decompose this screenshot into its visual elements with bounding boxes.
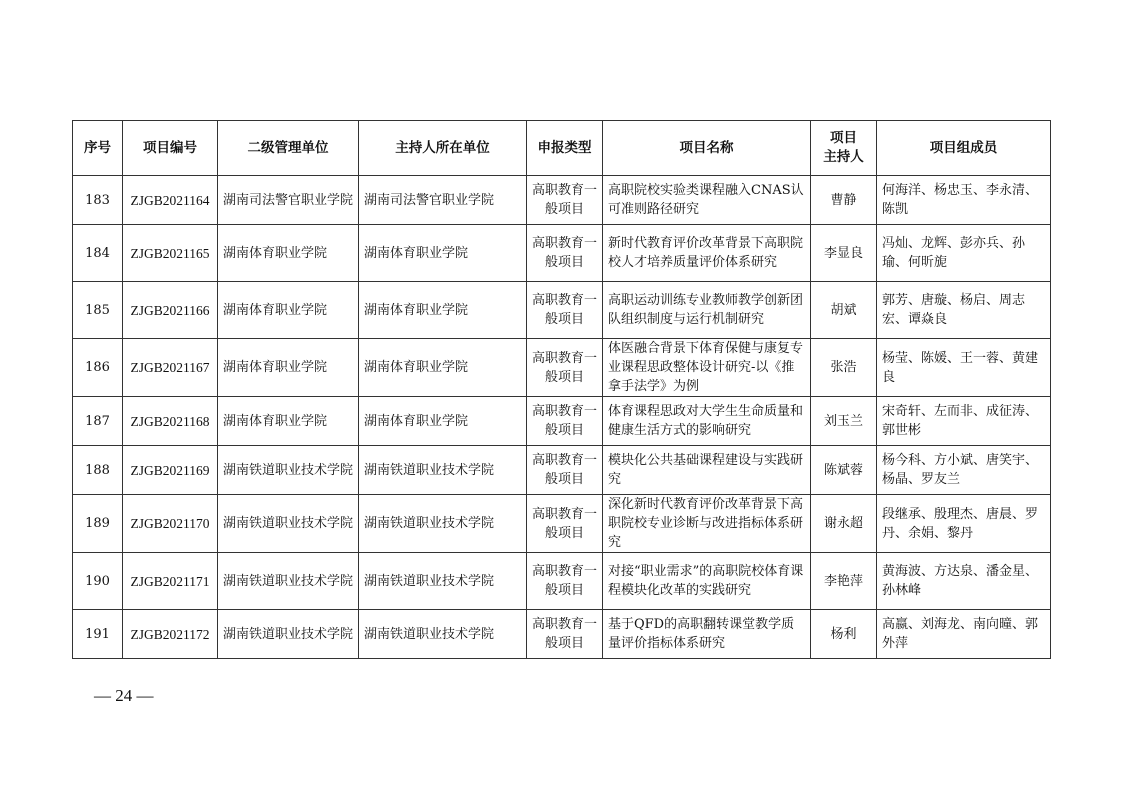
row-leader: 李艳萍 xyxy=(811,553,877,610)
row-members: 郭芳、唐璇、杨启、周志宏、谭焱良 xyxy=(877,282,1051,339)
header-type: 申报类型 xyxy=(527,121,603,176)
row-host-unit: 湖南铁道职业技术学院 xyxy=(359,495,527,553)
row-code: ZJGB2021164 xyxy=(123,176,218,225)
header-members: 项目组成员 xyxy=(877,121,1051,176)
row-leader: 张浩 xyxy=(811,339,877,397)
row-name: 高职运动训练专业教师教学创新团队组织制度与运行机制研究 xyxy=(603,282,811,339)
row-no: 190 xyxy=(73,553,123,610)
row-no: 184 xyxy=(73,225,123,282)
row-leader: 刘玉兰 xyxy=(811,397,877,446)
row-type: 高职教育一般项目 xyxy=(527,339,603,397)
header-name: 项目名称 xyxy=(603,121,811,176)
project-table-container xyxy=(72,120,1050,659)
project-table xyxy=(72,120,1051,659)
table-row xyxy=(73,225,1051,282)
row-no: 185 xyxy=(73,282,123,339)
header-code: 项目编号 xyxy=(123,121,218,176)
row-no: 186 xyxy=(73,339,123,397)
row-type: 高职教育一般项目 xyxy=(527,553,603,610)
row-code: ZJGB2021166 xyxy=(123,282,218,339)
table-row xyxy=(73,446,1051,495)
row-type: 高职教育一般项目 xyxy=(527,225,603,282)
row-name: 体医融合背景下体育保健与康复专业课程思政整体设计研究-以《推拿手法学》为例 xyxy=(603,339,811,397)
row-host-unit: 湖南体育职业学院 xyxy=(359,397,527,446)
row-type: 高职教育一般项目 xyxy=(527,176,603,225)
row-host-unit: 湖南铁道职业技术学院 xyxy=(359,446,527,495)
row-unit: 湖南铁道职业技术学院 xyxy=(218,446,359,495)
row-no: 189 xyxy=(73,495,123,553)
row-code: ZJGB2021167 xyxy=(123,339,218,397)
row-members: 杨莹、陈媛、王一蓉、黄建良 xyxy=(877,339,1051,397)
row-leader: 李显良 xyxy=(811,225,877,282)
table-row xyxy=(73,282,1051,339)
row-name: 高职院校实验类课程融入CNAS认可准则路径研究 xyxy=(603,176,811,225)
row-code: ZJGB2021171 xyxy=(123,553,218,610)
row-members: 宋奇轩、左而非、成征涛、郭世彬 xyxy=(877,397,1051,446)
row-name: 模块化公共基础课程建设与实践研究 xyxy=(603,446,811,495)
table-row xyxy=(73,339,1051,397)
row-no: 188 xyxy=(73,446,123,495)
header-no: 序号 xyxy=(73,121,123,176)
table-row xyxy=(73,610,1051,659)
row-code: ZJGB2021169 xyxy=(123,446,218,495)
row-leader: 曹静 xyxy=(811,176,877,225)
table-header-row xyxy=(73,121,1051,176)
table-row xyxy=(73,397,1051,446)
row-leader: 胡斌 xyxy=(811,282,877,339)
row-host-unit: 湖南司法警官职业学院 xyxy=(359,176,527,225)
row-unit: 湖南铁道职业技术学院 xyxy=(218,610,359,659)
row-type: 高职教育一般项目 xyxy=(527,610,603,659)
row-type: 高职教育一般项目 xyxy=(527,282,603,339)
row-members: 冯灿、龙辉、彭亦兵、孙瑜、何昕旎 xyxy=(877,225,1051,282)
row-host-unit: 湖南体育职业学院 xyxy=(359,225,527,282)
table-row xyxy=(73,553,1051,610)
row-code: ZJGB2021165 xyxy=(123,225,218,282)
table-row xyxy=(73,495,1051,553)
header-unit: 二级管理单位 xyxy=(218,121,359,176)
row-name: 对接“职业需求”的高职院校体育课程模块化改革的实践研究 xyxy=(603,553,811,610)
row-code: ZJGB2021170 xyxy=(123,495,218,553)
row-members: 何海洋、杨忠玉、李永清、陈凯 xyxy=(877,176,1051,225)
row-name: 基于QFD的高职翻转课堂教学质量评价指标体系研究 xyxy=(603,610,811,659)
row-code: ZJGB2021172 xyxy=(123,610,218,659)
row-unit: 湖南铁道职业技术学院 xyxy=(218,495,359,553)
row-unit: 湖南司法警官职业学院 xyxy=(218,176,359,225)
row-members: 段继承、殷理杰、唐晨、罗丹、余娟、黎丹 xyxy=(877,495,1051,553)
row-no: 187 xyxy=(73,397,123,446)
row-type: 高职教育一般项目 xyxy=(527,446,603,495)
row-host-unit: 湖南体育职业学院 xyxy=(359,282,527,339)
row-unit: 湖南体育职业学院 xyxy=(218,225,359,282)
row-host-unit: 湖南铁道职业技术学院 xyxy=(359,553,527,610)
row-no: 191 xyxy=(73,610,123,659)
row-no: 183 xyxy=(73,176,123,225)
row-name: 体育课程思政对大学生生命质量和健康生活方式的影响研究 xyxy=(603,397,811,446)
row-name: 深化新时代教育评价改革背景下高职院校专业诊断与改进指标体系研究 xyxy=(603,495,811,553)
row-leader: 杨利 xyxy=(811,610,877,659)
row-members: 高嬴、刘海龙、南向曈、郭外萍 xyxy=(877,610,1051,659)
row-name: 新时代教育评价改革背景下高职院校人才培养质量评价体系研究 xyxy=(603,225,811,282)
row-unit: 湖南体育职业学院 xyxy=(218,339,359,397)
row-host-unit: 湖南体育职业学院 xyxy=(359,339,527,397)
row-unit: 湖南体育职业学院 xyxy=(218,397,359,446)
header-leader: 项目 主持人 xyxy=(811,121,877,176)
row-members: 杨今科、方小斌、唐笑宇、杨晶、罗友兰 xyxy=(877,446,1051,495)
row-unit: 湖南体育职业学院 xyxy=(218,282,359,339)
row-type: 高职教育一般项目 xyxy=(527,495,603,553)
row-code: ZJGB2021168 xyxy=(123,397,218,446)
row-unit: 湖南铁道职业技术学院 xyxy=(218,553,359,610)
header-host-unit: 主持人所在单位 xyxy=(359,121,527,176)
row-host-unit: 湖南铁道职业技术学院 xyxy=(359,610,527,659)
row-members: 黄海波、方达泉、潘金星、孙林峰 xyxy=(877,553,1051,610)
row-leader: 谢永超 xyxy=(811,495,877,553)
row-type: 高职教育一般项目 xyxy=(527,397,603,446)
page-number: — 24 — xyxy=(94,686,154,705)
table-row xyxy=(73,176,1051,225)
row-leader: 陈斌蓉 xyxy=(811,446,877,495)
